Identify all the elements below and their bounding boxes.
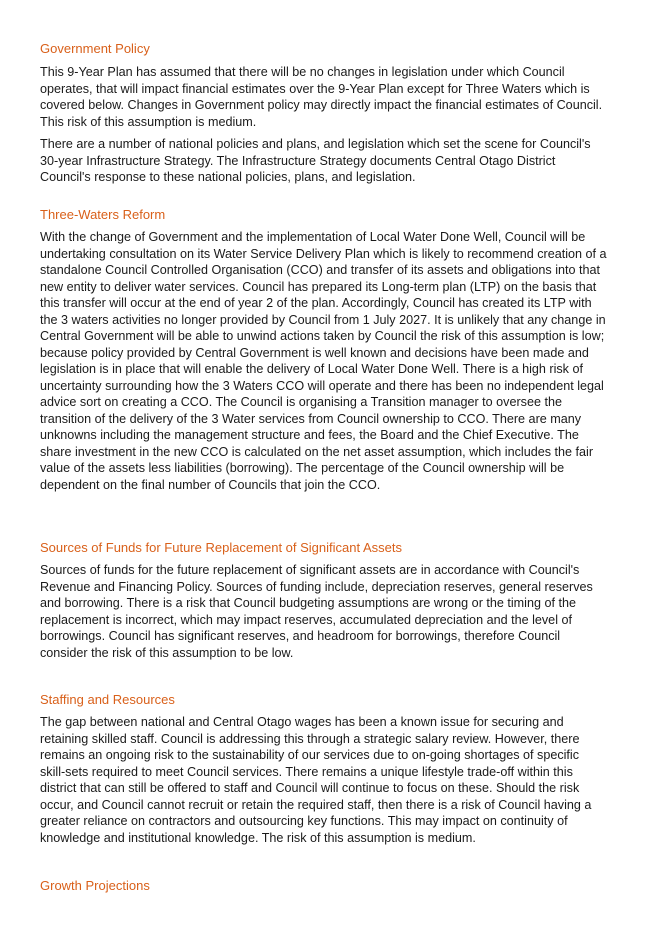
paragraph-sources-of-funds: Sources of funds for the future replacement of significant assets are in accordance with Council's Revenue and Financing Policy. Sources of funding include, depreciation reserves, general reserves and borrowing. There is a risk that Council budgeting assumptions are wrong or the timing of the replacement is incorrect, which may impact reserves, accumulated depreciation and the level of borrowings. Council has significant reserves, and headroom for borrowings, therefore Council consider the risk of this assumption to be low.	[40, 563, 593, 660]
paragraph-staffing-and-resources: The gap between national and Central Otago wages has been a known issue for securing and retaining skilled staff. Council is addressing this through a strategic salary review. However, there remains an ongoing risk to the sustainability of our services due to on-going shortages of specific skill-sets required to meet Council services. There remains a unique lifestyle trade-off within this district that can still be offered to staff and Council will continue to focus on these. Should the risk occur, and Council cannot recruit or retain the required staff, then there is a risk of Council having a greater reliance on contractors and outsourcing key functions. This may impact on continuity of knowledge and institutional knowledge. The risk of this assumption is medium.	[40, 715, 592, 845]
heading-staffing-and-resources: Staffing and Resources	[40, 692, 175, 707]
heading-three-waters-reform: Three-Waters Reform	[40, 207, 166, 222]
heading-government-policy: Government Policy	[40, 41, 150, 56]
paragraph-three-waters-reform: With the change of Government and the implementation of Local Water Done Well, Council will be undertaking consultation on its Water Service Delivery Plan which is likely to recommend creation of a standalone Council Controlled Organisation (CCO) and transfer of its assets and obligations into that new entity to deliver water services. Council has prepared its Long-term plan (LTP) on the basis that this transfer will occur at the end of year 2 of the plan. Accordingly, Council has created its LTP with the 3 waters activities no longer provided by Council from 1 July 2027. It is unlikely that any change in Central Government will be able to unwind actions taken by Council the risk of this assumption is low; because policy provided by Central Government is well known and decisions have been made and legislation is in place that will enable the delivery of Local Water Done Well. There is a high risk of uncertainty surrounding how the 3 Waters CCO will operate and there has been no independent legal advice sort on creating a CCO. The Council is organising a Transition manager to oversee the transition of the delivery of the 3 Water services from Council ownership to CCO. There are many unknowns including the management structure and fees, the Board and the Chief Executive. The share investment in the new CCO is calculated on the net asset assumption, which includes the fair value of the assets less liabilities (borrowing). The percentage of the Council ownership will be dependent on the final number of Councils that join the CCO.	[40, 230, 607, 492]
heading-growth-projections: Growth Projections	[40, 878, 150, 893]
heading-sources-of-funds: Sources of Funds for Future Replacement of Significant Assets	[40, 540, 403, 555]
paragraph-government-policy-1: This 9-Year Plan has assumed that there will be no changes in legislation under which Council operates, that will impact financial estimates over the 9-Year Plan except for Three Waters which is covered below. Changes in Government policy may directly impact the financial estimates of Council. This risk of this assumption is medium.	[40, 65, 603, 129]
paragraph-government-policy-2: There are a number of national policies and plans, and legislation which set the scene for Council's 30-year Infrastructure Strategy. The Infrastructure Strategy documents Central Otago District Council's response to these national policies, plans, and legislation.	[40, 137, 591, 184]
